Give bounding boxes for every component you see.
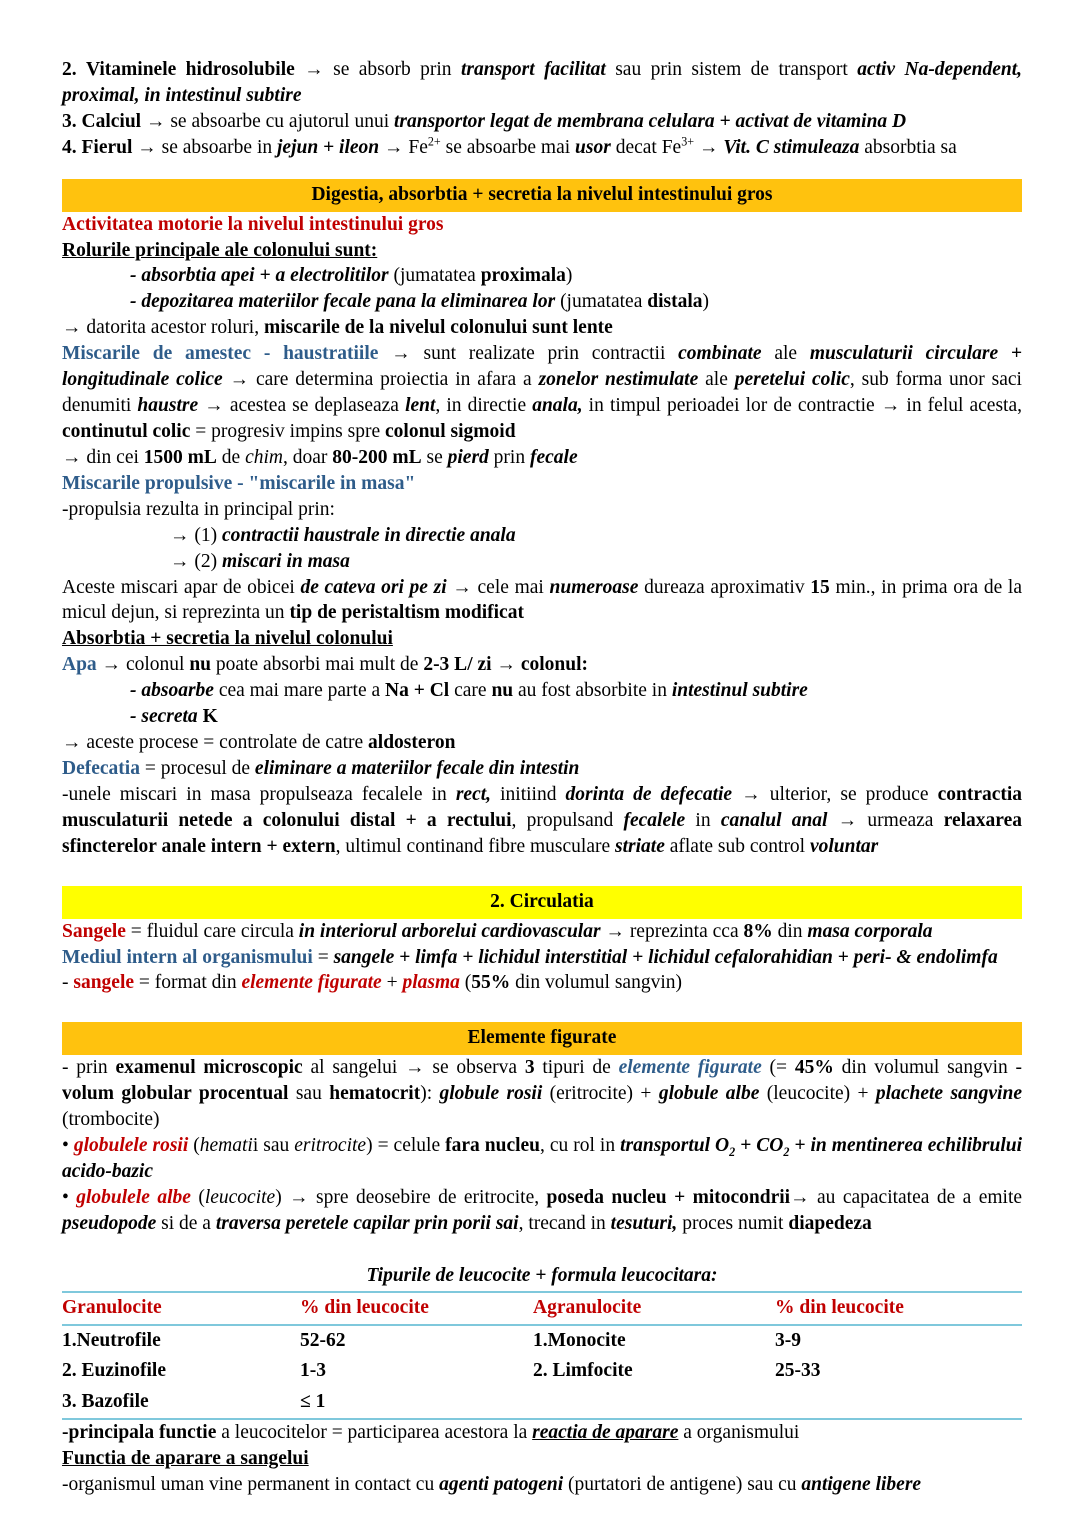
mix-b2: musculaturii circulare + longitudinale colice [62,343,1023,391]
b1-t4: , cu rol in [540,1135,621,1157]
apa-s2-em: - secreta [130,706,198,728]
defp-em3: fecalele [623,809,686,831]
apa-sub-2 [62,704,1022,730]
mix-t1: sunt realizate prin contractii [423,343,679,365]
bullet-globule-albe [62,1185,1022,1237]
b2-red: globulele albe [76,1186,191,1208]
defecatia-title: Defecatia [62,757,140,779]
table-header-row [62,1292,1022,1325]
mix-t7: , in directie [435,395,533,417]
footer-functie-leucocite [62,1420,1022,1446]
mix-t5: , sub forma unor saci denumiti [62,369,1022,417]
role1-bold: proximala [480,265,566,287]
table-body [62,1325,1022,1420]
f1-em1: reactia de aparare [532,1422,679,1444]
heading-functia-aparare [62,1446,1022,1472]
item4-text3: se absoarbe mai [440,136,576,158]
p1-b1: examenul microscopic [115,1057,303,1079]
apa-sub-1 [62,678,1022,704]
sangele-b1: 8% [743,920,773,942]
defp-t2: initiind [491,783,566,805]
role1-em: - absorbtia apei + a electrolitilor [130,265,389,287]
sangele-title: Sangele [62,920,126,942]
sang2-em1: elemente figurate [241,972,382,994]
arrow-icon: → [62,732,82,754]
apa-s1-b2: nu [491,680,514,702]
propp-b1: 15 [810,576,830,598]
f1-t2: a organismului [678,1422,800,1444]
document-content [62,57,1022,1498]
apa-s1-t2: care [449,680,492,702]
arrow-icon: → [137,136,157,158]
defp-em6: voluntar [809,835,879,857]
chim-i3: fecale [529,446,578,468]
footer-agenti-patogeni [62,1472,1022,1498]
chim-t3: , doar [282,446,333,468]
item4-text5: absorbtia sa [859,136,957,158]
item4-sup-3plus: 3+ [681,134,695,149]
mix-b1: combinate [678,343,762,365]
b1-b1: fara nucleu [445,1135,541,1157]
b2-t7: proces numit [677,1212,789,1234]
f3-t2: (purtatori de antigene) sau cu [563,1474,802,1496]
apa-s1-em: - absoarbe [130,680,214,702]
apa-note-b: aldosteron [368,732,456,754]
heading-miscari-propulsive: Miscarile propulsive - "miscarile in masa" [62,472,416,494]
arrow-icon: → [204,395,224,417]
mediu-t1: = [312,946,334,968]
chim-i1: chim [245,446,283,468]
apa-t1: colonul [125,654,190,676]
sangele-t3: din [772,920,808,942]
defp-t3: ulterior, se produce [769,783,938,805]
defp-b1: contractia musculaturii netede a colonului distal + a rectului [62,783,1023,831]
list-item-calciu [62,109,1022,135]
f1-b1: -principala functie [62,1422,217,1444]
heading-roluri [62,238,1022,264]
heading-absorbtia-colon-text: Absorbtia + secretia la nivelul colonului [62,628,393,650]
heading-roluri-text: Rolurile principale ale colonului sunt: [62,239,378,261]
spacer [62,1237,1022,1263]
defp-em5: striate [615,835,665,857]
p1-em1: elemente figurate [618,1057,762,1079]
b1-em1b: + CO [735,1135,784,1157]
item2-em1: transport facilitat [460,59,606,80]
b2-t5: si de a [156,1212,216,1234]
paragraph-miscari-amestec [62,341,1022,445]
mix-b3: zonelor nestimulate [538,369,699,391]
arrow-icon: → [837,809,858,831]
item3-number: 3. [62,110,77,132]
heading-absorbtia-colon [62,626,1022,652]
propp-em1: de cateva ori pe zi [300,576,447,598]
p1-em4: plachete sangvine [875,1083,1022,1105]
banner-circulatia: 2. Circulatia [62,886,1022,919]
item4-em1: jejun + ileon [277,136,380,158]
leucocyte-table [62,1291,1022,1421]
table-row [62,1325,1022,1357]
arrow-icon: → [741,783,761,805]
roles-note-bold: miscarile de la nivelul colonului sunt lente [263,317,613,339]
mediu-em1: sangele + limfa + lichidul interstitial + lichidul cefalorahidian + peri- & endolimfa [333,946,998,968]
mix-t6: acestea se deplaseaza [229,395,406,417]
propp-t4: min., in prima ora de la micul dejun, si reprezinta un [62,576,1022,624]
item4-em2: usor [575,136,611,158]
p1-t10: (leucocite) + [759,1083,876,1105]
prop2-num: (2) [194,550,218,572]
p1-b5: hematocrit [329,1083,421,1105]
chim-t4: se [421,446,448,468]
item4-number: 4. [62,136,77,158]
apa-s1-t3: au fost absorbite in [513,680,672,702]
arrow-icon: → [384,136,404,158]
mix-b7: anala, [532,395,583,417]
b1-sub-co2: 2 [783,1144,790,1159]
apa-s2-b: K [202,706,218,728]
arrow-icon: → [405,1057,425,1079]
p1-t3: se observa [424,1057,525,1079]
mix-t8: in timpul perioadei lor de contractie [582,395,881,417]
role2-end: ) [702,291,709,313]
mix-b6: lent [405,395,436,417]
cell-pct-agranulocite: 3-9 [775,1329,801,1351]
table-head [62,1292,1022,1325]
cell-agranulocite [533,1387,775,1419]
p1-t4: tipuri de [534,1057,619,1079]
b2-b2: diapedeza [788,1212,872,1234]
chim-b1: 1500 mL [143,446,217,468]
paragraph-sangele-compozitie [62,970,1022,996]
sangele-t1: = fluidul care circula [125,920,299,942]
sang2-plus: + [381,972,403,994]
defp-t8: aflate sub control [664,835,810,857]
list-item-vitamine [62,57,1022,109]
apa-note-t1: aceste procese = controlate de catre [86,732,369,754]
mix-t2: ale [761,343,810,365]
f1-t1: a leucocitelor = participarea acestora la [216,1422,533,1444]
arrow-icon: → [145,110,166,132]
propulsie-item-1 [62,523,1022,549]
sangele-em2: masa corporala [807,920,933,942]
p1-t7: sau [288,1083,330,1105]
table-row [62,1387,1022,1419]
b2-em3: tesuturi, [610,1212,678,1234]
sang2-t1: = format din [134,972,242,994]
bullet-icon: • [62,1135,69,1157]
item4-em3: Vit. C stimuleaza [723,136,860,158]
sang2-t3: din volumul sangvin) [510,972,682,994]
item2-text2: sau prin sistem de transport [605,59,858,80]
b1-em1c: + in mentinerea echilibrului acido-bazic [62,1135,1023,1182]
b1-t3: ) = celule [366,1135,446,1157]
spacer [62,161,1022,179]
apa-s1-b1: Na + Cl [385,680,450,702]
b2-em2: traversa peretele capilar prin porii sai [215,1212,519,1234]
b2-t1: ( [190,1186,205,1208]
arrow-icon: → [880,395,901,417]
sang2-em2: plasma [402,972,460,994]
role1-end: ) [565,265,573,287]
table-caption: Tipurile de leucocite + formula leucocitara: [366,1264,718,1286]
arrow-icon: → [229,369,250,391]
item2-number: 2. [62,59,77,80]
table-col-header-pct-agranulocite: % din leucocite [775,1296,904,1318]
cell-pct-granulocite: 1-3 [300,1360,326,1382]
cell-agranulocite: 2. Limfocite [533,1360,633,1382]
b1-t1: ( [188,1135,200,1157]
apa-note [62,730,1022,756]
spacer [62,860,1022,886]
paragraph-examen-microscopic [62,1055,1022,1133]
b1-i2: eritrocite [294,1135,367,1157]
b1-t2: i sau [252,1135,295,1157]
paragraph-defecatia-title [62,756,1022,782]
arrow-icon: → [304,59,324,80]
item4-text4: decat Fe [610,136,682,158]
b2-t6: , trecand in [518,1212,611,1234]
apa-b1: nu [189,654,212,676]
b1-red: globulele rosii [73,1135,189,1157]
bullet-icon: • [62,1186,69,1208]
p1-t11: (trombocite) [62,1109,160,1131]
item4-fe2: Fe [408,136,428,158]
p1-t8: ): [420,1083,440,1105]
bullet-globule-rosii [62,1133,1022,1185]
p1-t6: din volumul sangvin - [833,1057,1023,1079]
f3-em1: agenti patogeni [439,1474,564,1496]
chim-t5: prin [488,446,530,468]
b2-t3: spre deosebire de eritrocite, [308,1186,547,1208]
mix-t9: in felul acesta, [906,395,1022,417]
f3-em2: antigene libere [801,1474,922,1496]
item4-sup-2plus: 2+ [427,134,441,149]
arrow-icon: → [605,920,625,942]
paragraph-sangele [62,919,1022,945]
apa-t2: poate absorbi mai mult de [211,654,424,676]
sang2-t2: ( [459,972,472,994]
roles-note [62,315,1022,341]
apa-title: Apa [62,654,97,676]
paragraph-defecatia-body [62,782,1022,860]
cell-pct-agranulocite [775,1387,1022,1419]
b2-em1: pseudopode [62,1212,157,1234]
arrow-icon: → [289,1186,309,1208]
role2-text: (jumatatea [555,291,648,313]
def-t1: = procesul de [139,757,255,779]
mediu-title: Mediul intern al organismului [62,946,313,968]
mix-t4: ale [698,369,735,391]
apa-s1-t1: cea mai mare parte a [213,680,386,702]
def-em1: eliminare a materiilor fecale din intestin [254,757,580,779]
sang2-t0: - [62,972,74,994]
banner-digestia-colon: Digestia, absorbtia + secretia la nivelul intestinului gros [62,179,1022,212]
sang2-red: sangele [73,972,135,994]
paragraph-miscari-frecventa [62,575,1022,627]
arrow-icon: → [452,576,472,598]
arrow-icon: → [391,343,411,365]
defp-em2: dorinta de defecatie [565,783,733,805]
item3-text1: se absoarbe cu ajutorul unui [170,110,394,132]
miscari-amestec-title: Miscarile de amestec - haustratiile [62,343,379,365]
b2-i1: leucocite [204,1186,276,1208]
arrow-icon: → [62,317,82,339]
cell-granulocite: 1.Neutrofile [62,1329,161,1351]
item2-text1: se absorb prin [333,59,461,80]
arrow-icon: → [698,136,719,158]
b1-i1: hemati [199,1135,253,1157]
banner-elemente-figurate: Elemente figurate [62,1022,1022,1055]
defp-t1: -unele miscari in masa propulseaza fecalele in [62,783,456,805]
p1-b3: 45% [794,1057,834,1079]
role2-bold: distala [647,291,703,313]
b2-t2: ) [275,1186,290,1208]
role-item-2 [62,289,1022,315]
defp-em4: canalul anal [720,809,828,831]
arrow-icon: → [496,654,516,676]
arrow-icon: → [170,524,190,546]
p1-t1: - prin [62,1057,116,1079]
cell-pct-granulocite: 52-62 [300,1329,346,1351]
sangele-em1: in interiorul arborelui cardiovascular [298,920,601,942]
mix-t3: care determina proiectia in afara a [255,369,539,391]
defp-t5: in [685,809,721,831]
list-item-fier [62,135,1022,161]
propulsie-item-2 [62,549,1022,575]
table-row [62,1356,1022,1387]
paragraph-chim [62,445,1022,471]
item3-em1: transportor legat de membrana celulara + activat de vitamina D [393,110,907,132]
f2-heading: Functia de aparare a sangelui [62,1448,309,1470]
b1-sub-o2: 2 [729,1144,736,1159]
cell-granulocite: 2. Euzinofile [62,1360,167,1382]
defp-t7: , ultimul continand fibre musculare [335,835,616,857]
role-item-1 [62,263,1022,289]
p1-b4: volum globular procentual [62,1083,289,1105]
p1-t5: (= [761,1057,795,1079]
chim-t1: din cei [86,446,144,468]
cell-granulocite: 3. Bazofile [62,1391,149,1413]
paragraph-mediul-intern [62,945,1022,971]
item3-term: Calciul [81,110,142,132]
role1-text: (jumatatea [388,265,481,287]
p1-b2: 3 [524,1057,535,1079]
f3-t1: -organismul uman vine permanent in contact cu [62,1474,440,1496]
p1-em3: globule albe [658,1083,760,1105]
mix-b9: colonul sigmoid [385,420,516,442]
table-col-header-granulocite: Granulocite [62,1296,162,1318]
item4-text1: se absoarbe in [161,136,277,158]
apa-s1-em2: intestinul subtire [671,680,808,702]
propulsie-lead: -propulsia rezulta in principal prin: [62,498,335,520]
chim-t2: de [216,446,246,468]
cell-agranulocite: 1.Monocite [533,1329,626,1351]
propp-b2: tip de peristaltism modificat [289,602,524,624]
b1-em1a: transportul O [620,1135,730,1157]
propp-t2: cele mai [477,576,550,598]
sangele-t2: reprezinta cca [629,920,744,942]
mix-b8: continutul colic [62,420,191,442]
p1-em2: globule rosii [439,1083,543,1105]
b2-t4: au capacitatea de a emite [809,1186,1023,1208]
table-col-header-pct-granulocite: % din leucocite [300,1296,429,1318]
p1-t9: (eritrocite) + [542,1083,659,1105]
prop1-em: contractii haustrale in directie anala [222,524,516,546]
sang2-b1: 55% [471,972,511,994]
prop2-em: miscari in masa [222,550,350,572]
defp-t6: urmeaza [867,809,944,831]
heading-activitatea-motorie: Activitatea motorie la nivelul intestinului gros [62,213,444,235]
p1-t2: al sangelui [302,1057,406,1079]
item2-em2: activ Na-dependent, proximal, in intestinul subtire [62,59,1023,106]
arrow-icon: → [790,1186,810,1208]
apa-b2: 2-3 L/ zi [423,654,492,676]
roles-note-text: datorita acestor roluri, [86,317,264,339]
arrow-icon: → [170,550,190,572]
arrow-icon: → [62,446,82,468]
mix-t10: = progresiv impins spre [190,420,385,442]
chim-b2: 80-200 mL [332,446,422,468]
table-col-header-agranulocite: Agranulocite [533,1296,642,1318]
defp-t4: , propulsand [511,809,624,831]
defp-b2: relaxarea sfincterelor anale intern + extern [62,809,1023,857]
arrow-icon: → [101,654,122,676]
item4-term: Fierul [81,136,133,158]
mix-b5: haustre [137,395,199,417]
b2-b1: poseda nucleu + mitocondrii [546,1186,791,1208]
defp-em1: rect, [455,783,492,805]
spacer [62,996,1022,1022]
propp-em2: numeroase [549,576,639,598]
paragraph-apa [62,652,1022,678]
propp-t3: dureaza aproximativ [638,576,811,598]
propp-t1: Aceste miscari apar de obicei [62,576,301,598]
chim-i2: pierd [447,446,489,468]
cell-pct-agranulocite: 25-33 [775,1360,821,1382]
prop1-num: (1) [194,524,218,546]
cell-pct-granulocite: ≤ 1 [300,1391,326,1413]
mix-b4: peretelui colic [734,369,850,391]
role2-em: - depozitarea materiilor fecale pana la eliminarea lor [130,291,556,313]
apa-b3: colonul: [520,654,588,676]
item2-term: Vitaminele hidrosolubile [86,59,295,80]
